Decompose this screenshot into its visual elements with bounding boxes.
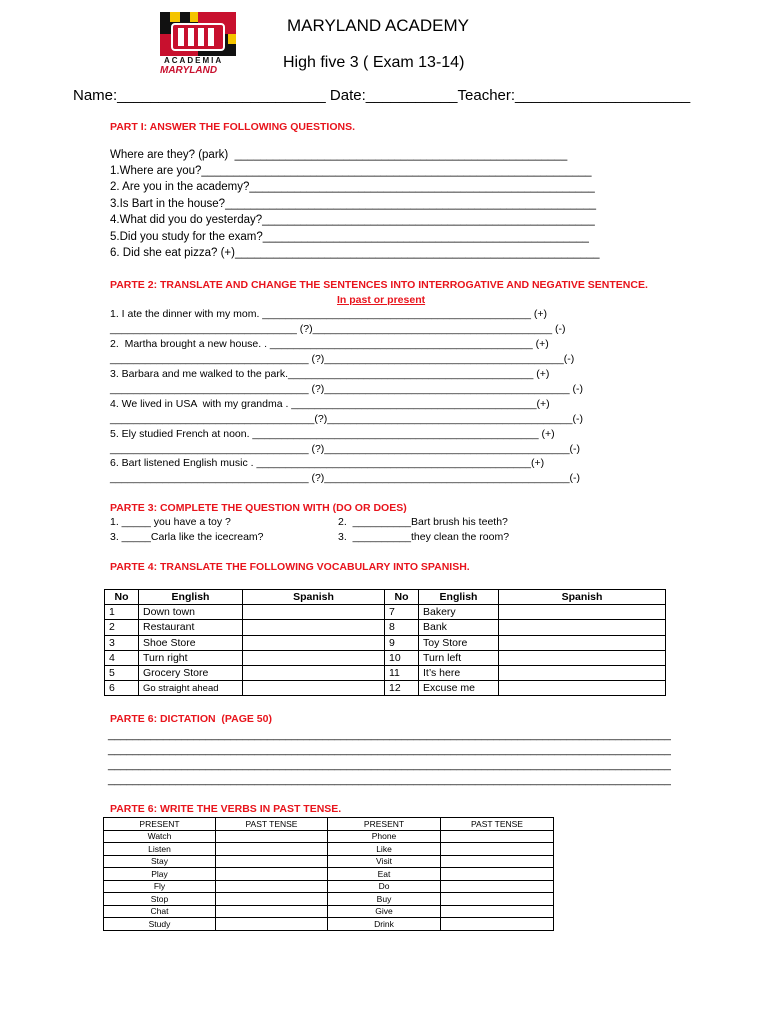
cell-past-blank (216, 855, 328, 868)
part6-dictation-title: PARTE 6: DICTATION (PAGE 50) (110, 713, 272, 725)
cell-past-blank (216, 880, 328, 893)
cell-past-blank (441, 868, 554, 881)
cell-present: Like (328, 843, 441, 856)
cell-no: 5 (105, 665, 139, 680)
cell-spanish-blank (243, 620, 385, 635)
part1-question: 6. Did she eat pizza? (+)_________________________________________________________ (110, 247, 600, 259)
part2-line: ___________________________________(?)__________________________________________(-) (110, 413, 583, 425)
verbs-table (103, 817, 554, 931)
verbs-header-row (104, 818, 554, 831)
cell-english: It’s here (419, 665, 499, 680)
cell-past-blank (441, 905, 554, 918)
cell-present: Give (328, 905, 441, 918)
table-row (105, 665, 666, 680)
dictation-line: ____________________________________________________________________________________________ (108, 744, 671, 756)
cell-present: Buy (328, 893, 441, 906)
cell-past-blank (441, 880, 554, 893)
cell-present: Stay (104, 855, 216, 868)
header-english: English (419, 590, 499, 605)
dictation-line: ____________________________________________________________________________________________ (108, 729, 671, 741)
cell-present: Eat (328, 868, 441, 881)
header-no: No (105, 590, 139, 605)
cell-past-blank (441, 918, 554, 931)
student-info-fields: Name:_________________________ Date:___________Teacher:_____________________ (73, 87, 691, 104)
table-row (104, 905, 554, 918)
academy-logo (158, 10, 238, 80)
part2-line: 1. I ate the dinner with my mom. ______________________________________________ (+) (110, 308, 547, 320)
part2-subtitle: In past or present (337, 294, 426, 306)
cell-past-blank (216, 830, 328, 843)
part1-question: 2. Are you in the academy?______________________________________________________ (110, 181, 595, 193)
cell-present: Fly (104, 880, 216, 893)
cell-english: Toy Store (419, 635, 499, 650)
cell-spanish-blank (499, 681, 666, 696)
cell-past-blank (441, 855, 554, 868)
logo-text-academia: ACADEMIA (164, 56, 224, 65)
part3-item: 1. _____ you have a toy ? (110, 516, 231, 528)
table-row (105, 605, 666, 620)
part2-line: __________________________________ (?)__________________________________________(-) (110, 443, 581, 455)
table-row (104, 868, 554, 881)
cell-english: Down town (139, 605, 243, 620)
cell-spanish-blank (499, 635, 666, 650)
cell-spanish-blank (243, 650, 385, 665)
school-name: MARYLAND ACADEMY (287, 16, 470, 35)
part2-line: __________________________________ (?)__________________________________________ (-) (110, 383, 583, 395)
dictation-line: ____________________________________________________________________________________________ (108, 759, 671, 771)
header-present: PRESENT (328, 818, 441, 831)
cell-no: 10 (385, 650, 419, 665)
header-present: PRESENT (104, 818, 216, 831)
cell-past-blank (216, 843, 328, 856)
table-row (105, 635, 666, 650)
part1-question: Where are they? (park) ____________________________________________________ (110, 149, 568, 161)
part2-line: 3. Barbara and me walked to the park.__________________________________________ (+) (110, 368, 550, 380)
cell-spanish-blank (499, 620, 666, 635)
cell-past-blank (441, 893, 554, 906)
table-row (105, 620, 666, 635)
table-row (104, 843, 554, 856)
part6-verbs-title: PARTE 6: WRITE THE VERBS IN PAST TENSE. (110, 803, 342, 815)
exam-title: High five 3 ( Exam 13-14) (283, 54, 465, 71)
cell-spanish-blank (243, 605, 385, 620)
cell-spanish-blank (499, 605, 666, 620)
header-past-tense: PAST TENSE (441, 818, 554, 831)
cell-present: Chat (104, 905, 216, 918)
cell-no: 9 (385, 635, 419, 650)
cell-past-blank (441, 830, 554, 843)
cell-no: 2 (105, 620, 139, 635)
header-past-tense: PAST TENSE (216, 818, 328, 831)
table-row (104, 918, 554, 931)
table-row (104, 830, 554, 843)
part2-line: ________________________________ (?)_________________________________________ (-) (110, 323, 566, 335)
cell-past-blank (216, 893, 328, 906)
cell-past-blank (216, 868, 328, 881)
cell-past-blank (216, 905, 328, 918)
part1-question: 4.What did you do yesterday?____________________________________________________ (110, 214, 595, 226)
cell-spanish-blank (243, 635, 385, 650)
part2-title: PARTE 2: TRANSLATE AND CHANGE THE SENTENCES INTO INTERROGATIVE AND NEGATIVE SENTENCE. (110, 279, 648, 291)
cell-present: Visit (328, 855, 441, 868)
part1-question: 5.Did you study for the exam?___________________________________________________ (110, 231, 589, 243)
part3-item: 3. __________they clean the room? (338, 531, 510, 543)
part2-line: 2. Martha brought a new house. . _____________________________________________ (+) (110, 338, 549, 350)
header-spanish: Spanish (499, 590, 666, 605)
cell-no: 1 (105, 605, 139, 620)
table-row (105, 650, 666, 665)
part2-line: 4. We lived in USA with my grandma . __________________________________________(+) (110, 398, 550, 410)
part4-title: PARTE 4: TRANSLATE THE FOLLOWING VOCABULARY INTO SPANISH. (110, 561, 470, 573)
part1-question: 1.Where are you?_____________________________________________________________ (110, 165, 592, 177)
table-row (104, 855, 554, 868)
part3-item: 3. _____Carla like the icecream? (110, 531, 264, 543)
header-english: English (139, 590, 243, 605)
cell-past-blank (441, 843, 554, 856)
header-no: No (385, 590, 419, 605)
cell-no: 8 (385, 620, 419, 635)
cell-english: Restaurant (139, 620, 243, 635)
logo-text-maryland: MARYLAND (160, 65, 218, 76)
cell-english: Turn left (419, 650, 499, 665)
cell-english: Go straight ahead (139, 681, 243, 696)
cell-present: Drink (328, 918, 441, 931)
header-spanish: Spanish (243, 590, 385, 605)
cell-present: Play (104, 868, 216, 881)
part2-line: __________________________________ (?)__________________________________________(-) (110, 472, 581, 484)
cell-spanish-blank (499, 665, 666, 680)
cell-no: 12 (385, 681, 419, 696)
cell-spanish-blank (243, 665, 385, 680)
vocabulary-table (104, 589, 666, 696)
cell-no: 3 (105, 635, 139, 650)
part2-line: 6. Bart listened English music . _______________________________________________(+) (110, 457, 545, 469)
cell-english: Bakery (419, 605, 499, 620)
cell-english: Turn right (139, 650, 243, 665)
cell-no: 7 (385, 605, 419, 620)
cell-present: Watch (104, 830, 216, 843)
cell-english: Grocery Store (139, 665, 243, 680)
dictation-line: ____________________________________________________________________________________________ (108, 774, 671, 786)
part3-item: 2. __________Bart brush his teeth? (338, 516, 508, 528)
vocabulary-header-row (105, 590, 666, 605)
table-row (104, 880, 554, 893)
cell-no: 6 (105, 681, 139, 696)
part1-question: 3.Is Bart in the house?__________________________________________________________ (110, 198, 597, 210)
cell-spanish-blank (499, 650, 666, 665)
cell-present: Listen (104, 843, 216, 856)
cell-no: 11 (385, 665, 419, 680)
cell-past-blank (216, 918, 328, 931)
table-row (104, 893, 554, 906)
cell-present: Do (328, 880, 441, 893)
cell-present: Phone (328, 830, 441, 843)
cell-english: Excuse me (419, 681, 499, 696)
table-row (105, 681, 666, 696)
part2-line: 5. Ely studied French at noon. _________________________________________________ (+) (110, 428, 555, 440)
cell-english: Shoe Store (139, 635, 243, 650)
cell-spanish-blank (243, 681, 385, 696)
part2-line: __________________________________ (?)_________________________________________(-) (110, 353, 575, 365)
cell-no: 4 (105, 650, 139, 665)
cell-english: Bank (419, 620, 499, 635)
part3-title: PARTE 3: COMPLETE THE QUESTION WITH (DO OR DOES) (110, 502, 407, 514)
cell-present: Study (104, 918, 216, 931)
part1-title: PART I: ANSWER THE FOLLOWING QUESTIONS. (110, 121, 355, 133)
cell-present: Stop (104, 893, 216, 906)
